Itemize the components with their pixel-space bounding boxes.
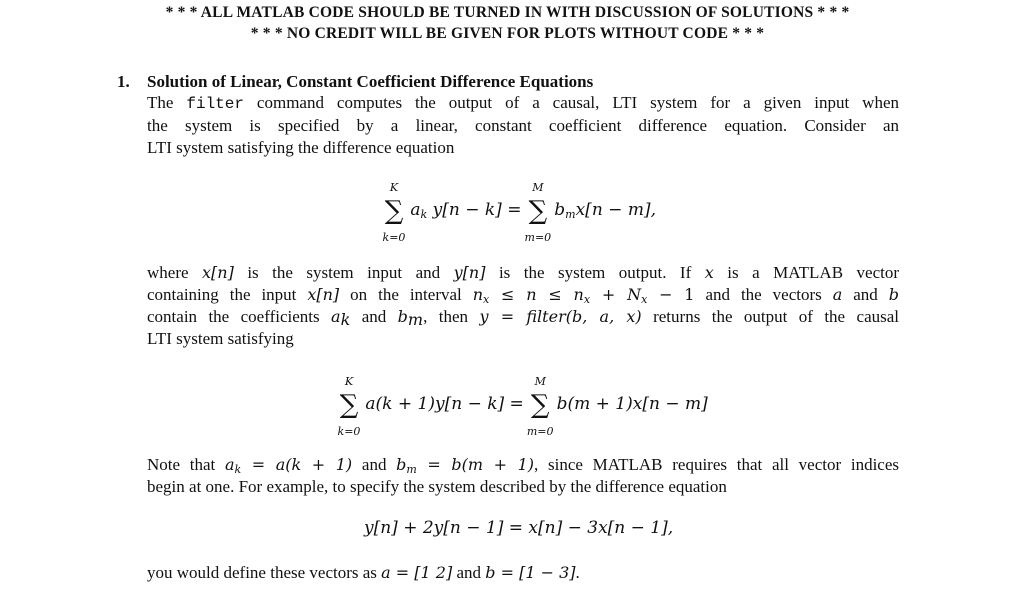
intro-line-3: LTI system satisfying the difference equation (147, 138, 455, 157)
intro-line-1: The filter command computes the output of a causal, LTI system for a given input when (147, 93, 899, 113)
section-number: 1. (117, 72, 130, 91)
difference-equation-matlab: ∑ K k=0 a(k + 1)y[n − k] = ∑ M m=0 b(m + 1)x[n − m] (337, 375, 708, 438)
where-paragraph (147, 262, 899, 350)
filter-expression: y = filter(b, a, x) (479, 307, 642, 326)
where-line-4: LTI system satisfying (147, 329, 294, 348)
input-interval: $n_x \le n \le n_x + N_x - 1$ (472, 285, 695, 306)
note-line-1: Note that $a_k = a(k + 1)$ and $b_m = b(m + 1)$, since MATLAB requires that all vector indices (147, 455, 900, 476)
banner-no-credit: * * * NO CREDIT WILL BE GIVEN FOR PLOTS WITHOUT CODE * * * (250, 25, 765, 42)
example-difference-equation: y[n] + 2y[n − 1] = x[n] − 3x[n − 1], (364, 518, 674, 538)
note-line-2: begin at one. For example, to specify the system described by the difference equation (147, 477, 727, 496)
intro-line-2: the system is specified by a linear, constant coefficient difference equation. Consider an (147, 116, 899, 135)
section-title: Solution of Linear, Constant Coefficient Difference Equations (147, 72, 594, 91)
note-paragraph (147, 454, 899, 498)
summation-m: ∑ M m=0 (526, 375, 554, 438)
where-line-1: where x[n] is the system input and y[n] is the system output. If x is a MATLAB vector (147, 263, 899, 282)
intro-paragraph (147, 92, 899, 159)
summation-k: ∑ K k=0 (382, 181, 406, 244)
summation-m: ∑ M m=0 (524, 181, 552, 244)
banner-code-required: * * * ALL MATLAB CODE SHOULD BE TURNED IN WITH DISCUSSION OF SOLUTIONS * * * (165, 4, 850, 21)
vector-definition: you would define these vectors as a = [1 2] and b = [1 − 3]. (147, 563, 580, 582)
difference-equation-general: ∑ K k=0 $a_k$ y[n − k] = ∑ M m=0 $b_mx[n - m]$, (382, 181, 656, 244)
where-line-2: containing the input x[n] on the interval $n_x \le n \le n_x + N_x - 1$ and the vectors a and b (147, 285, 899, 306)
vector-a: a = [1 2] (381, 563, 453, 582)
where-line-3: contain the coefficients $a_k$ and $b_m$, then y = filter(b, a, x) returns the output of the causal (147, 307, 899, 329)
summation-k: ∑ K k=0 (337, 375, 361, 438)
filter-command: filter (186, 95, 244, 113)
vector-b: b = [1 − 3] (485, 563, 576, 582)
